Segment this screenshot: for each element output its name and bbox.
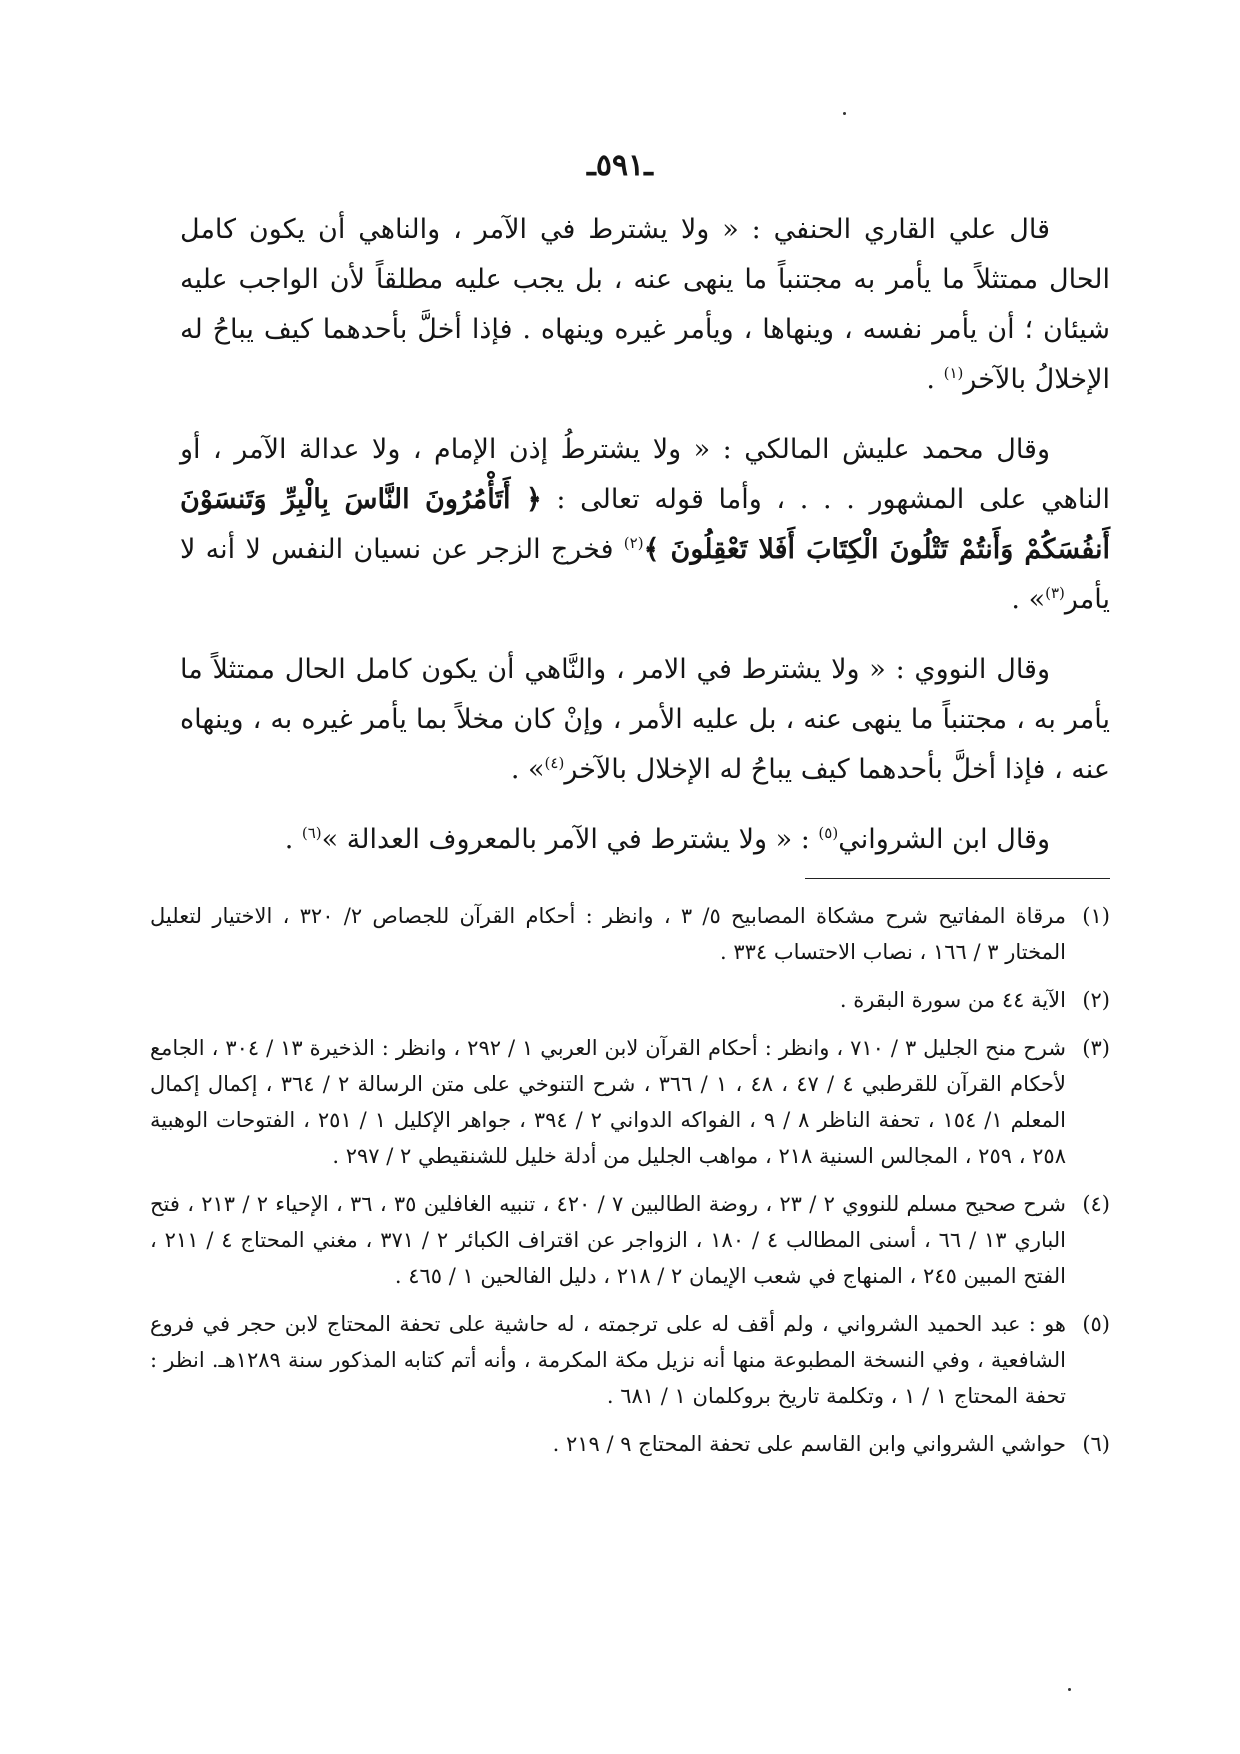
footnote-1	[150, 898, 1110, 970]
footnote-number: (٣)	[1082, 1036, 1110, 1060]
footnote-text: الآية ٤٤ من سورة البقرة .	[839, 988, 1066, 1012]
paragraph-ibn-al-shirwani	[180, 815, 1110, 865]
paragraph-ali-al-qari	[180, 205, 1110, 405]
footnote-3	[150, 1030, 1110, 1174]
footnote-5	[150, 1306, 1110, 1414]
paragraph-text-intro: وقال ابن الشرواني	[838, 824, 1050, 855]
main-text	[180, 205, 1110, 885]
footnote-ref: (٦)	[301, 824, 322, 842]
paragraph-end: » .	[1011, 584, 1046, 615]
paragraph-text-intro: وقال محمد عليش المالكي : « ولا يشترطُ إذن الإمام ، ولا عدالة الآمر ، أو الناهي على المشهور . . . ، وأما قوله تعالى :	[180, 434, 1110, 515]
paragraph-text: قال علي القاري الحنفي : « ولا يشترط في الآمر ، والناهي أن يكون كامل الحال ممتثلاً ما يأمر به مجتنباً ما ينهى عنه ، بل يجب عليه مطلقاً لأن الواجب عليه شيئان ؛ أن يأمر نفسه ، وينهاها ، ويأمر غيره وينهاه . فإذا أخلَّ بأحدهما كيف يباحُ له الإخلالُ بالآخر	[180, 214, 1110, 395]
footnote-number: (٢)	[1082, 988, 1110, 1012]
paragraph-text: وقال النووي : « ولا يشترط في الامر ، والنَّاهي أن يكون كامل الحال ممتثلاً ما يأمر به ، مجتنباً ما ينهى عنه ، بل عليه الأمر ، وإنْ كان مخلاً بما يأمر غيره به ، وينهاه عنه ، فإذا أخلَّ بأحدهما كيف يباحُ له الإخلال بالآخر	[180, 654, 1110, 785]
footnote-text: هو : عبد الحميد الشرواني ، ولم أقف له على ترجمته ، له حاشية على تحفة المحتاج لابن حجر في فروع الشافعية ، وفي النسخة المطبوعة منها أنه نزيل مكة المكرمة ، وأنه أتم كتابه المذكور سنة ١٢٨٩هـ. انظر : تحفة المحتاج ١ / ١ ، وتكلمة تاريخ بروكلمان ١ / ٦٨١ .	[150, 1312, 1066, 1408]
footnote-text: شرح صحيح مسلم للنووي ٢ / ٢٣ ، روضة الطالبين ٧ / ٤٢٠ ، تنبيه الغافلين ٣٥ ، ٣٦ ، الإحياء ٢ / ٢١٣ ، فتح الباري ١٣ / ٦٦ ، أسنى المطالب ٤ / ١٨٠ ، الزواجر عن اقتراف الكبائر ٢ / ٣٧١ ، مغني المحتاج ٤ / ٢١١ ، الفتح المبين ٢٤٥ ، المنهاج في شعب الإيمان ٢ / ٢١٨ ، دليل الفالحين ١ / ٤٦٥ .	[150, 1192, 1066, 1288]
footnote-divider	[805, 878, 1110, 879]
footnote-number: (١)	[1082, 904, 1110, 928]
page-number: ـ٥٩١ـ	[587, 148, 653, 183]
paragraph-text: فخرج الزجر عن نسيان النفس لا أنه لا يأمر	[180, 534, 1110, 615]
footnote-ref: (٣)	[1045, 584, 1065, 602]
paragraph-text: : « ولا يشترط في الآمر بالمعروف العدالة »	[321, 824, 819, 855]
footnote-number: (٦)	[1082, 1432, 1110, 1456]
footnote-text: حواشي الشرواني وابن القاسم على تحفة المحتاج ٩ / ٢١٩ .	[552, 1432, 1066, 1456]
footnote-ref: (١)	[943, 364, 964, 382]
paragraph-illaysh-al-maliki	[180, 425, 1110, 625]
paragraph-end: » .	[510, 754, 545, 785]
footnote-text: شرح منح الجليل ٣ / ٧١٠ ، وانظر : أحكام القرآن لابن العربي ١ / ٢٩٢ ، وانظر : الذخيرة ١٣ / ٣٠٤ ، الجامع لأحكام القرآن للقرطبي ٤ / ٤٧ ، ٤٨ ، ١ / ٣٦٦ ، شرح التنوخي على متن الرسالة ٢ / ٣٦٤ ، إكمال إكمال المعلم ١/ ١٥٤ ، تحفة الناظر ٨ / ٩ ، الفواكه الدواني ٢ / ٣٩٤ ، جواهر الإكليل ١ / ٢٥١ ، الفتوحات الوهبية ٢٥٨ ، ٢٥٩ ، المجالس السنية ٢١٨ ، مواهب الجليل من أدلة خليل للشنقيطي ٢ / ٢٩٧ .	[150, 1036, 1067, 1168]
quran-verse: ﴿ أَتَأْمُرُونَ النَّاسَ بِالْبِرِّ وَتَنسَوْنَ أَنفُسَكُمْ وَأَنتُمْ تَتْلُونَ الْكِتَابَ أَفَلا تَعْقِلُونَ ﴾	[180, 484, 1111, 565]
page-speck	[843, 112, 846, 115]
paragraph-end: .	[284, 824, 302, 855]
footnote-number: (٤)	[1082, 1192, 1110, 1216]
footnote-6	[150, 1426, 1110, 1462]
footnote-4	[150, 1186, 1110, 1294]
paragraph-end: .	[926, 364, 944, 395]
paragraph-al-nawawi	[180, 645, 1110, 795]
footnotes	[150, 898, 1110, 1474]
footnote-2	[150, 982, 1110, 1018]
footnote-text: مرقاة المفاتيح شرح مشكاة المصابيح ٥/ ٣ ، وانظر : أحكام القرآن للجصاص ٢/ ٣٢٠ ، الاختيار لتعليل المختار ٣ / ١٦٦ ، نصاب الاحتساب ٣٣٤ .	[150, 904, 1066, 964]
footnote-ref: (٤)	[544, 754, 565, 772]
page-speck	[1068, 1688, 1071, 1691]
footnote-number: (٥)	[1082, 1312, 1110, 1336]
footnote-ref: (٢)	[623, 534, 644, 552]
footnote-ref: (٥)	[818, 824, 839, 842]
